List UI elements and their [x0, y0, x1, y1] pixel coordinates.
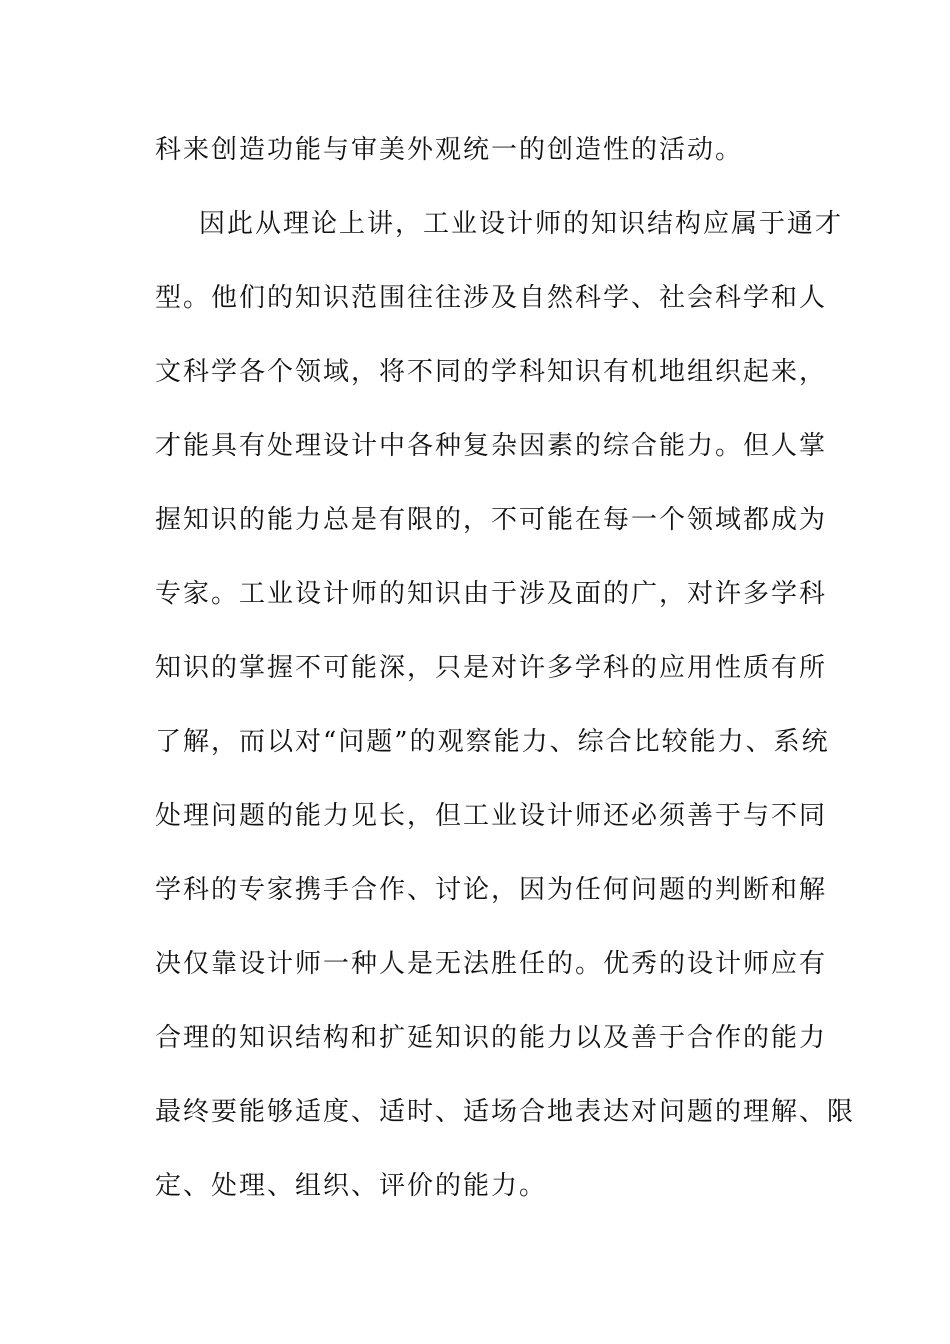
text-line-3: 型。他们的知识范围往往涉及自然科学、社会科学和人 [155, 283, 828, 313]
text-line-7: 专家。工业设计师的知识由于涉及面的广，对许多学科 [155, 579, 828, 609]
text-line-11: 学科的专家携手合作、讨论，因为任何问题的判断和解 [155, 875, 828, 905]
text-line-9: 了解，而以对“问题”的观察能力、综合比较能力、系统 [155, 727, 830, 757]
body-text [155, 130, 856, 1240]
text-line-6: 握知识的能力总是有限的，不可能在每一个领域都成为 [155, 505, 828, 535]
text-line-10: 处理问题的能力见长，但工业设计师还必须善于与不同 [155, 801, 828, 831]
text-line-8: 知识的掌握不可能深，只是对许多学科的应用性质有所 [155, 653, 828, 683]
text-line-12: 决仅靠设计师一种人是无法胜任的。优秀的设计师应有 [155, 949, 828, 979]
text-line-5: 才能具有处理设计中各种复杂因素的综合能力。但人掌 [155, 431, 828, 461]
text-line-14: 最终要能够适度、适时、适场合地表达对问题的理解、限 [155, 1097, 856, 1127]
text-line-1: 科来创造功能与审美外观统一的创造性的活动。 [155, 135, 744, 165]
text-line-15: 定、处理、组织、评价的能力。 [155, 1171, 548, 1201]
text-line-13: 合理的知识结构和扩延知识的能力以及善于合作的能力 [155, 1023, 828, 1053]
text-line-4: 文科学各个领域，将不同的学科知识有机地组织起来， [155, 357, 828, 387]
text-line-2: 因此从理论上讲，工业设计师的知识结构应属于通才 [199, 209, 844, 239]
